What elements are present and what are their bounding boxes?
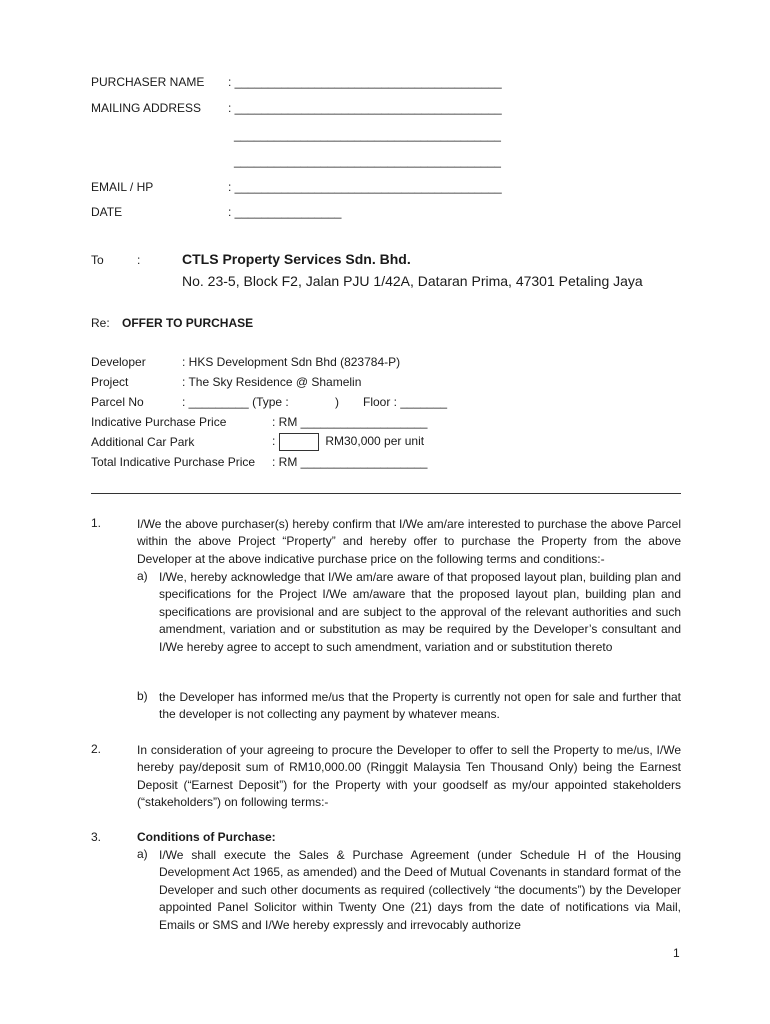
section-divider <box>91 493 681 494</box>
clause-2-text: In consideration of your agreeing to procure the Developer to offer to sell the Property to me/us, I/We hereby pay/deposit sum of RM10,000.00 (Ringgit Malaysia Ten Thousand Only) being the Earnest Deposit (“Earnest Deposit”) for the Property with your goodself as my/our appointed stakeholders (“stakeholders”) on following terms:- <box>137 743 681 810</box>
clause-1b-text: the Developer has informed me/us that the Property is currently not open for sale and further that the developer is not collecting any payment by whatever means. <box>159 690 681 722</box>
total-price-value: : RM ___________________ <box>272 455 428 469</box>
clause-1-number: 1. <box>91 516 102 530</box>
car-park-field <box>272 433 424 451</box>
mailing-address-line-3: ________________________________________ <box>234 154 501 168</box>
mailing-address-line-2: ________________________________________ <box>234 128 501 142</box>
clause-3-number: 3. <box>91 830 102 844</box>
floor-value: Floor : _______ <box>363 395 448 409</box>
parcel-label: Parcel No <box>91 395 144 409</box>
to-label: To <box>91 253 104 267</box>
email-hp-field: : ________________________________________ <box>228 180 502 194</box>
car-park-value: RM30,000 per unit <box>325 434 425 449</box>
clause-2-number: 2. <box>91 742 102 756</box>
indicative-price-label: Indicative Purchase Price <box>91 415 227 429</box>
clause-3-heading: Conditions of Purchase: <box>137 830 276 844</box>
date-label: DATE <box>91 205 123 219</box>
purchaser-name-field: : ________________________________________ <box>228 75 502 89</box>
page-number: 1 <box>673 946 680 960</box>
indicative-price-value: : RM ___________________ <box>272 415 428 429</box>
parcel-value: : _________ (Type : <box>182 395 289 409</box>
clause-3a-letter: a) <box>137 847 148 861</box>
mailing-address-field: : ________________________________________ <box>228 101 502 115</box>
date-field: : ________________ <box>228 205 342 219</box>
re-label: Re: <box>91 316 110 330</box>
clause-1a-text: I/We, hereby acknowledge that I/We am/are aware of that proposed layout plan, building plan and specifications for the Project I/We am/aware that the proposed layout plan, building plan and specifications are provisional and are subject to the approval of the relevant authorities and such amendment, variation and or substitution as may be required by the Developer’s consultant and I/We hereby agree to accept to such amendment, variation and or substitution thereto <box>159 570 681 654</box>
clause-1a-letter: a) <box>137 569 148 583</box>
developer-value: : HKS Development Sdn Bhd (823784-P) <box>182 355 401 369</box>
clause-1b-letter: b) <box>137 689 148 703</box>
mailing-address-label: MAILING ADDRESS <box>91 101 202 115</box>
recipient-company: CTLS Property Services Sdn. Bhd. <box>182 251 411 267</box>
car-park-checkbox[interactable] <box>279 433 319 451</box>
developer-label: Developer <box>91 355 146 369</box>
email-hp-label: EMAIL / HP <box>91 180 154 194</box>
clause-1-text: I/We the above purchaser(s) hereby confirm that I/We am/are interested to purchase the above Parcel within the above Project “Property” and hereby offer to purchase the Property from the above Developer at the above indicative purchase price on the following terms and conditions:- <box>137 517 681 566</box>
car-park-label: Additional Car Park <box>91 435 195 449</box>
parcel-type-close: ) <box>335 395 339 409</box>
project-label: Project <box>91 375 129 389</box>
subject-title: OFFER TO PURCHASE <box>122 316 254 330</box>
recipient-address: No. 23-5, Block F2, Jalan PJU 1/42A, Dataran Prima, 47301 Petaling Jaya <box>182 273 643 289</box>
clause-3a-text: I/We shall execute the Sales & Purchase Agreement (under Schedule H of the Housing Development Act 1965, as amended) and the Deed of Mutual Covenants in standard format of the Developer and such other documents as required (collectively “the documents”) by the Developer appointed Panel Solicitor within Twenty One (21) days from the date of notifications via Mail, Emails or SMS and I/We hereby expressly and irrevocably authorize <box>159 848 681 932</box>
car-park-colon: : <box>272 434 276 449</box>
to-colon: : <box>137 253 141 267</box>
total-price-label: Total Indicative Purchase Price <box>91 455 256 469</box>
project-value: : The Sky Residence @ Shamelin <box>182 375 362 389</box>
purchaser-name-label: PURCHASER NAME <box>91 75 205 89</box>
